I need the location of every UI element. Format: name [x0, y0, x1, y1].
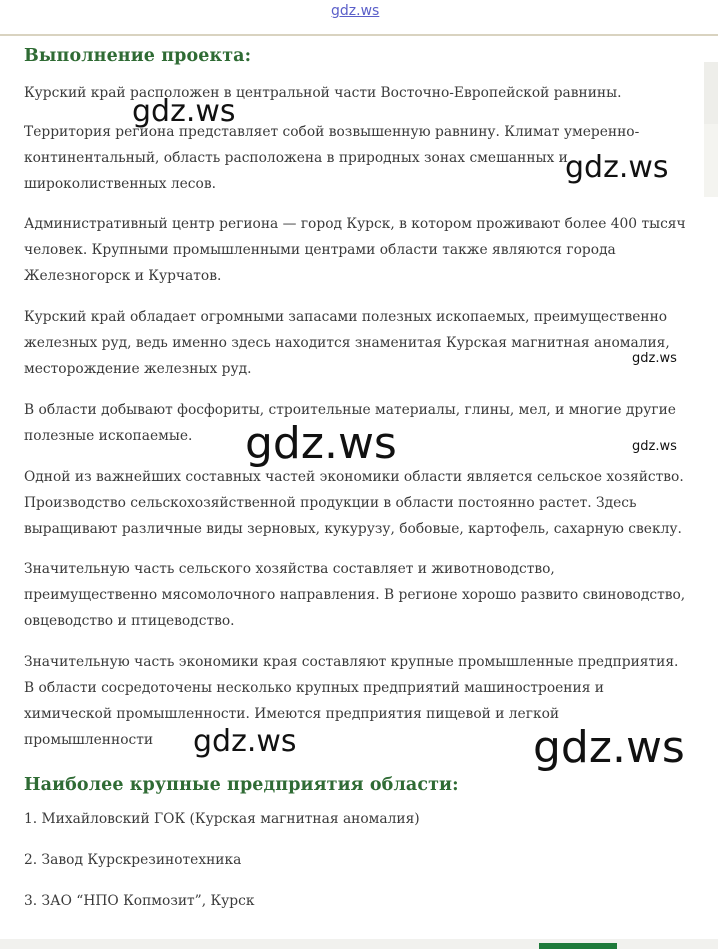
paragraph-line: Административный центр региона — город Курск, в котором проживают более 400 тысяч [24, 216, 686, 232]
site-logo-link[interactable]: gdz.ws [331, 3, 380, 19]
paragraph-line: промышленности [24, 732, 154, 748]
paragraph-line: человек. Крупными промышленными центрами области также являются города [24, 242, 616, 258]
side-panel-edge [704, 62, 718, 197]
paragraph-line: полезные ископаемые. [24, 428, 193, 444]
enterprise-list-item: 2. Завод Курскрезинотехника [24, 852, 242, 868]
paragraph-line: Значительную часть сельского хозяйства составляет и животноводство, [24, 561, 555, 577]
watermark: gdz.ws [132, 94, 236, 129]
paragraph-line: Одной из важнейших составных частей экономики области является сельское хозяйство. [24, 469, 684, 485]
paragraph-line: Значительную часть экономики края составляют крупные промышленные предприятия. [24, 654, 679, 670]
paragraph-line: континентальный, область расположена в природных зонах смешанных и [24, 150, 568, 166]
paragraph-line: химической промышленности. Имеются предприятия пищевой и легкой [24, 706, 560, 722]
paragraph-line: овцеводство и птицеводство. [24, 613, 235, 629]
watermark: gdz.ws [193, 724, 297, 759]
paragraph-line: выращивают различные виды зерновых, кукурузу, бобовые, картофель, сахарную свеклу. [24, 521, 682, 537]
footer-bar [0, 939, 718, 949]
paragraph-line: В области сосредоточены несколько крупных предприятий машиностроения и [24, 680, 604, 696]
paragraph-line: Железногорск и Курчатов. [24, 268, 222, 284]
paragraph [24, 211, 686, 289]
paragraph-line: Курский край обладает огромными запасами полезных ископаемых, преимущественно [24, 309, 668, 325]
side-panel-block [704, 62, 718, 124]
paragraph-line: Курский край расположен в центральной части Восточно-Европейской равнины. [24, 85, 622, 101]
paragraph [24, 80, 621, 106]
section-heading-project: Выполнение проекта: [24, 46, 252, 66]
paragraph [24, 304, 670, 382]
paragraph-line: Территория региона представляет собой возвышенную равнину. Климат умеренно- [24, 124, 640, 140]
paragraph [24, 464, 684, 542]
paragraph-line: широколиственных лесов. [24, 176, 216, 192]
enterprise-list-item: 1. Михайловский ГОК (Курская магнитная аномалия) [24, 811, 420, 827]
paragraph-line: месторождение железных руд. [24, 361, 252, 377]
section-heading-enterprises: Наиболее крупные предприятия области: [24, 775, 459, 795]
watermark: gdz.ws [565, 150, 669, 185]
watermark: gdz.ws [533, 722, 685, 773]
paragraph [24, 119, 639, 197]
footer-button[interactable] [539, 943, 617, 949]
watermark: gdz.ws [245, 418, 397, 469]
paragraph-line: Производство сельскохозяйственной продукции в области постоянно растет. Здесь [24, 495, 637, 511]
watermark: gdz.ws [632, 351, 677, 366]
enterprise-list-item: 3. ЗАО “НПО Копмозит”, Курск [24, 893, 255, 909]
paragraph [24, 556, 685, 634]
watermark: gdz.ws [632, 439, 677, 454]
site-header [0, 0, 718, 36]
paragraph-line: железных руд, ведь именно здесь находится знаменитая Курская магнитная аномалия, [24, 335, 670, 351]
paragraph-line: В области добывают фосфориты, строительные материалы, глины, мел, и многие другие [24, 402, 676, 418]
paragraph-line: преимущественно мясомолочного направления. В регионе хорошо развито свиноводство, [24, 587, 686, 603]
